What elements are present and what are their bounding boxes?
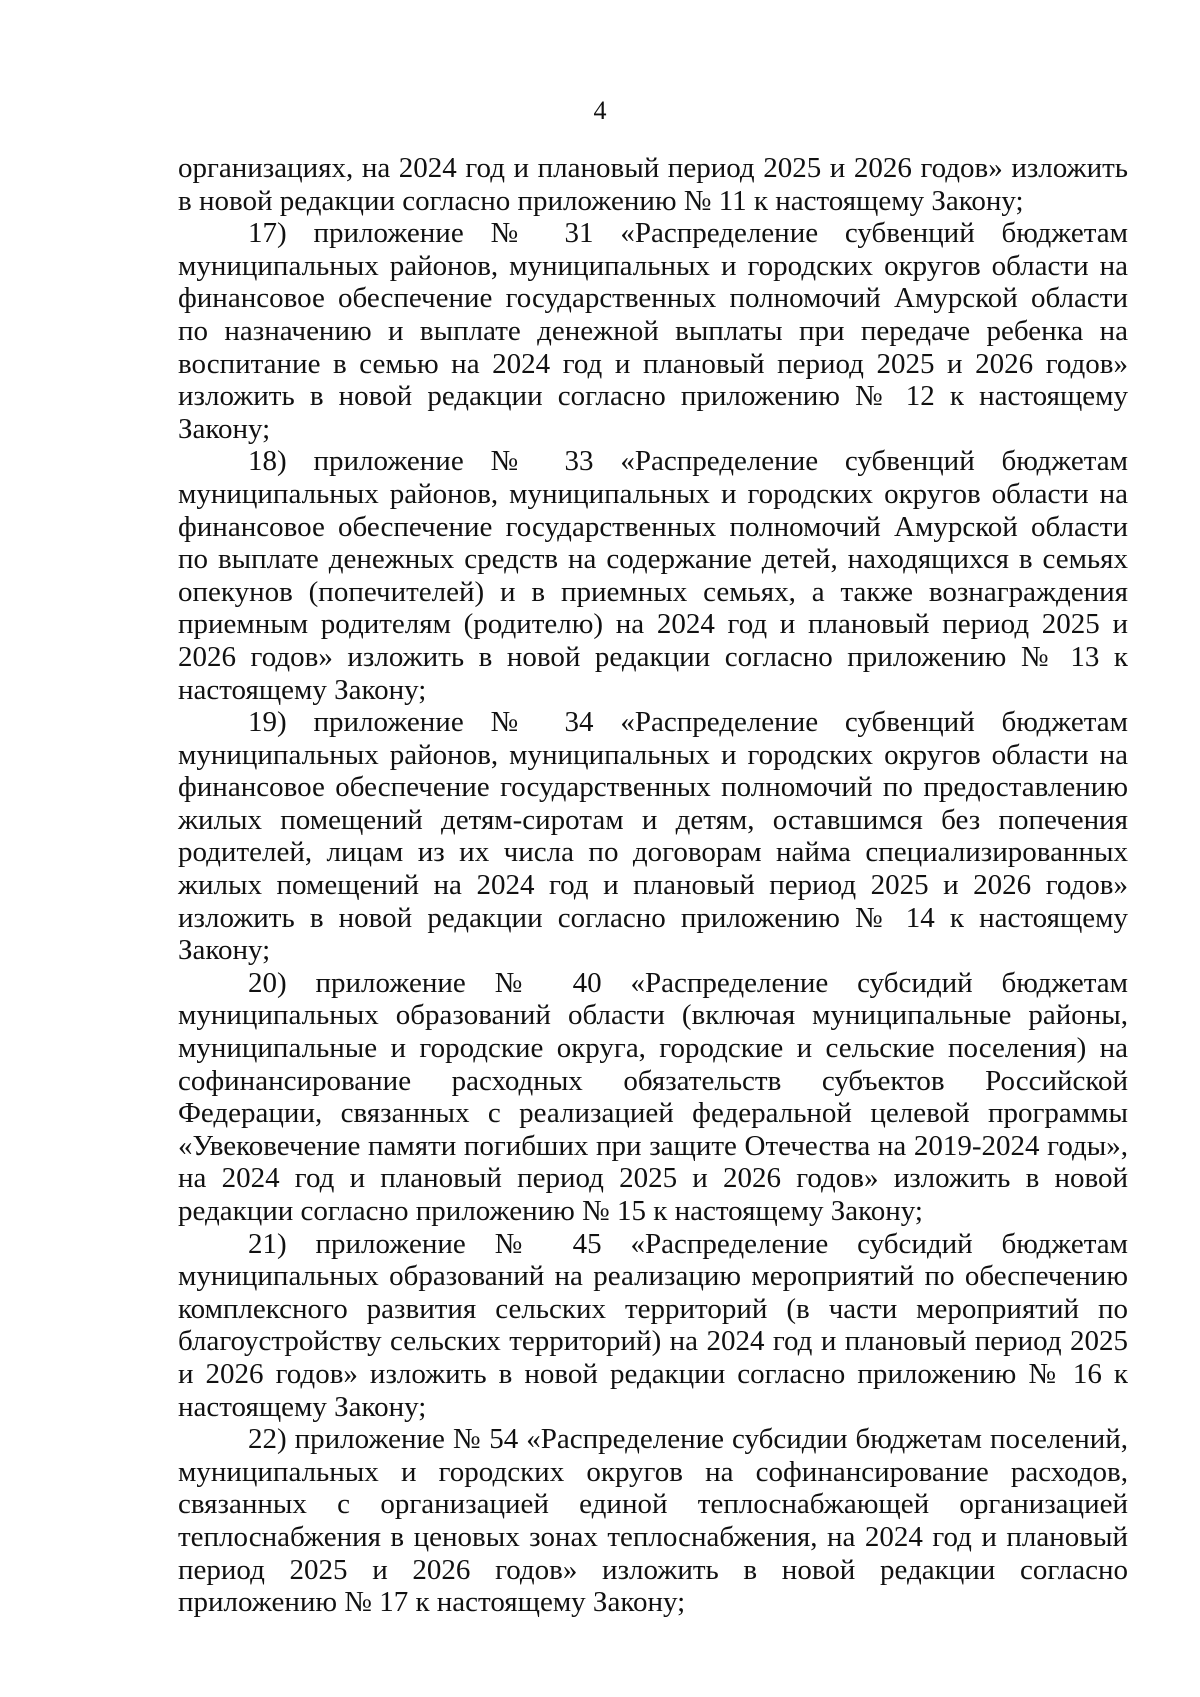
document-body [178,152,1128,1619]
paragraph-item-17: 17) приложение № 31 «Распределение субвенций бюджетам муниципальных районов, муниципальных и городских округов области на финансовое обеспечение государственных полномочий Амурской области по назначению и выплате денежной выплаты при передаче ребенка на воспитание в семью на 2024 год и плановый период 2025 и 2026 годов» изложить в новой редакции согласно приложению № 12 к настоящему Закону; [178,217,1128,445]
paragraph-item-19: 19) приложение № 34 «Распределение субвенций бюджетам муниципальных районов, муниципальных и городских округов области на финансовое обеспечение государственных полномочий по предоставлению жилых помещений детям-сиротам и детям, оставшимся без попечения родителей, лицам из их числа по договорам найма специализированных жилых помещений на 2024 год и плановый период 2025 и 2026 годов» изложить в новой редакции согласно приложению № 14 к настоящему Закону; [178,706,1128,967]
paragraph-continuation: организациях, на 2024 год и плановый период 2025 и 2026 годов» изложить в новой редакции согласно приложению № 11 к настоящему Закону; [178,152,1128,217]
paragraph-item-22: 22) приложение № 54 «Распределение субсидии бюджетам поселений, муниципальных и городских округов на софинансирование расходов, связанных с организацией единой теплоснабжающей организацией теплоснабжения в ценовых зонах теплоснабжения, на 2024 год и плановый период 2025 и 2026 годов» изложить в новой редакции согласно приложению № 17 к настоящему Закону; [178,1423,1128,1619]
page-number: 4 [593,96,607,125]
paragraph-item-18: 18) приложение № 33 «Распределение субвенций бюджетам муниципальных районов, муниципальных и городских округов области на финансовое обеспечение государственных полномочий Амурской области по выплате денежных средств на содержание детей, находящихся в семьях опекунов (попечителей) и в приемных семьях, а также вознаграждения приемным родителям (родителю) на 2024 год и плановый период 2025 и 2026 годов» изложить в новой редакции согласно приложению № 13 к настоящему Закону; [178,445,1128,706]
paragraph-item-20: 20) приложение № 40 «Распределение субсидий бюджетам муниципальных образований области (включая муниципальные районы, муниципальные и городские округа, городские и сельские поселения) на софинансирование расходных обязательств субъектов Российской Федерации, связанных с реализацией федеральной целевой программы «Увековечение памяти погибших при защите Отечества на 2019-2024 годы», на 2024 год и плановый период 2025 и 2026 годов» изложить в новой редакции согласно приложению № 15 к настоящему Закону; [178,966,1128,1227]
paragraph-item-21: 21) приложение № 45 «Распределение субсидий бюджетам муниципальных образований на реализацию мероприятий по обеспечению комплексного развития сельских территорий (в части мероприятий по благоустройству сельских территорий) на 2024 год и плановый период 2025 и 2026 годов» изложить в новой редакции согласно приложению № 16 к настоящему Закону; [178,1227,1128,1423]
